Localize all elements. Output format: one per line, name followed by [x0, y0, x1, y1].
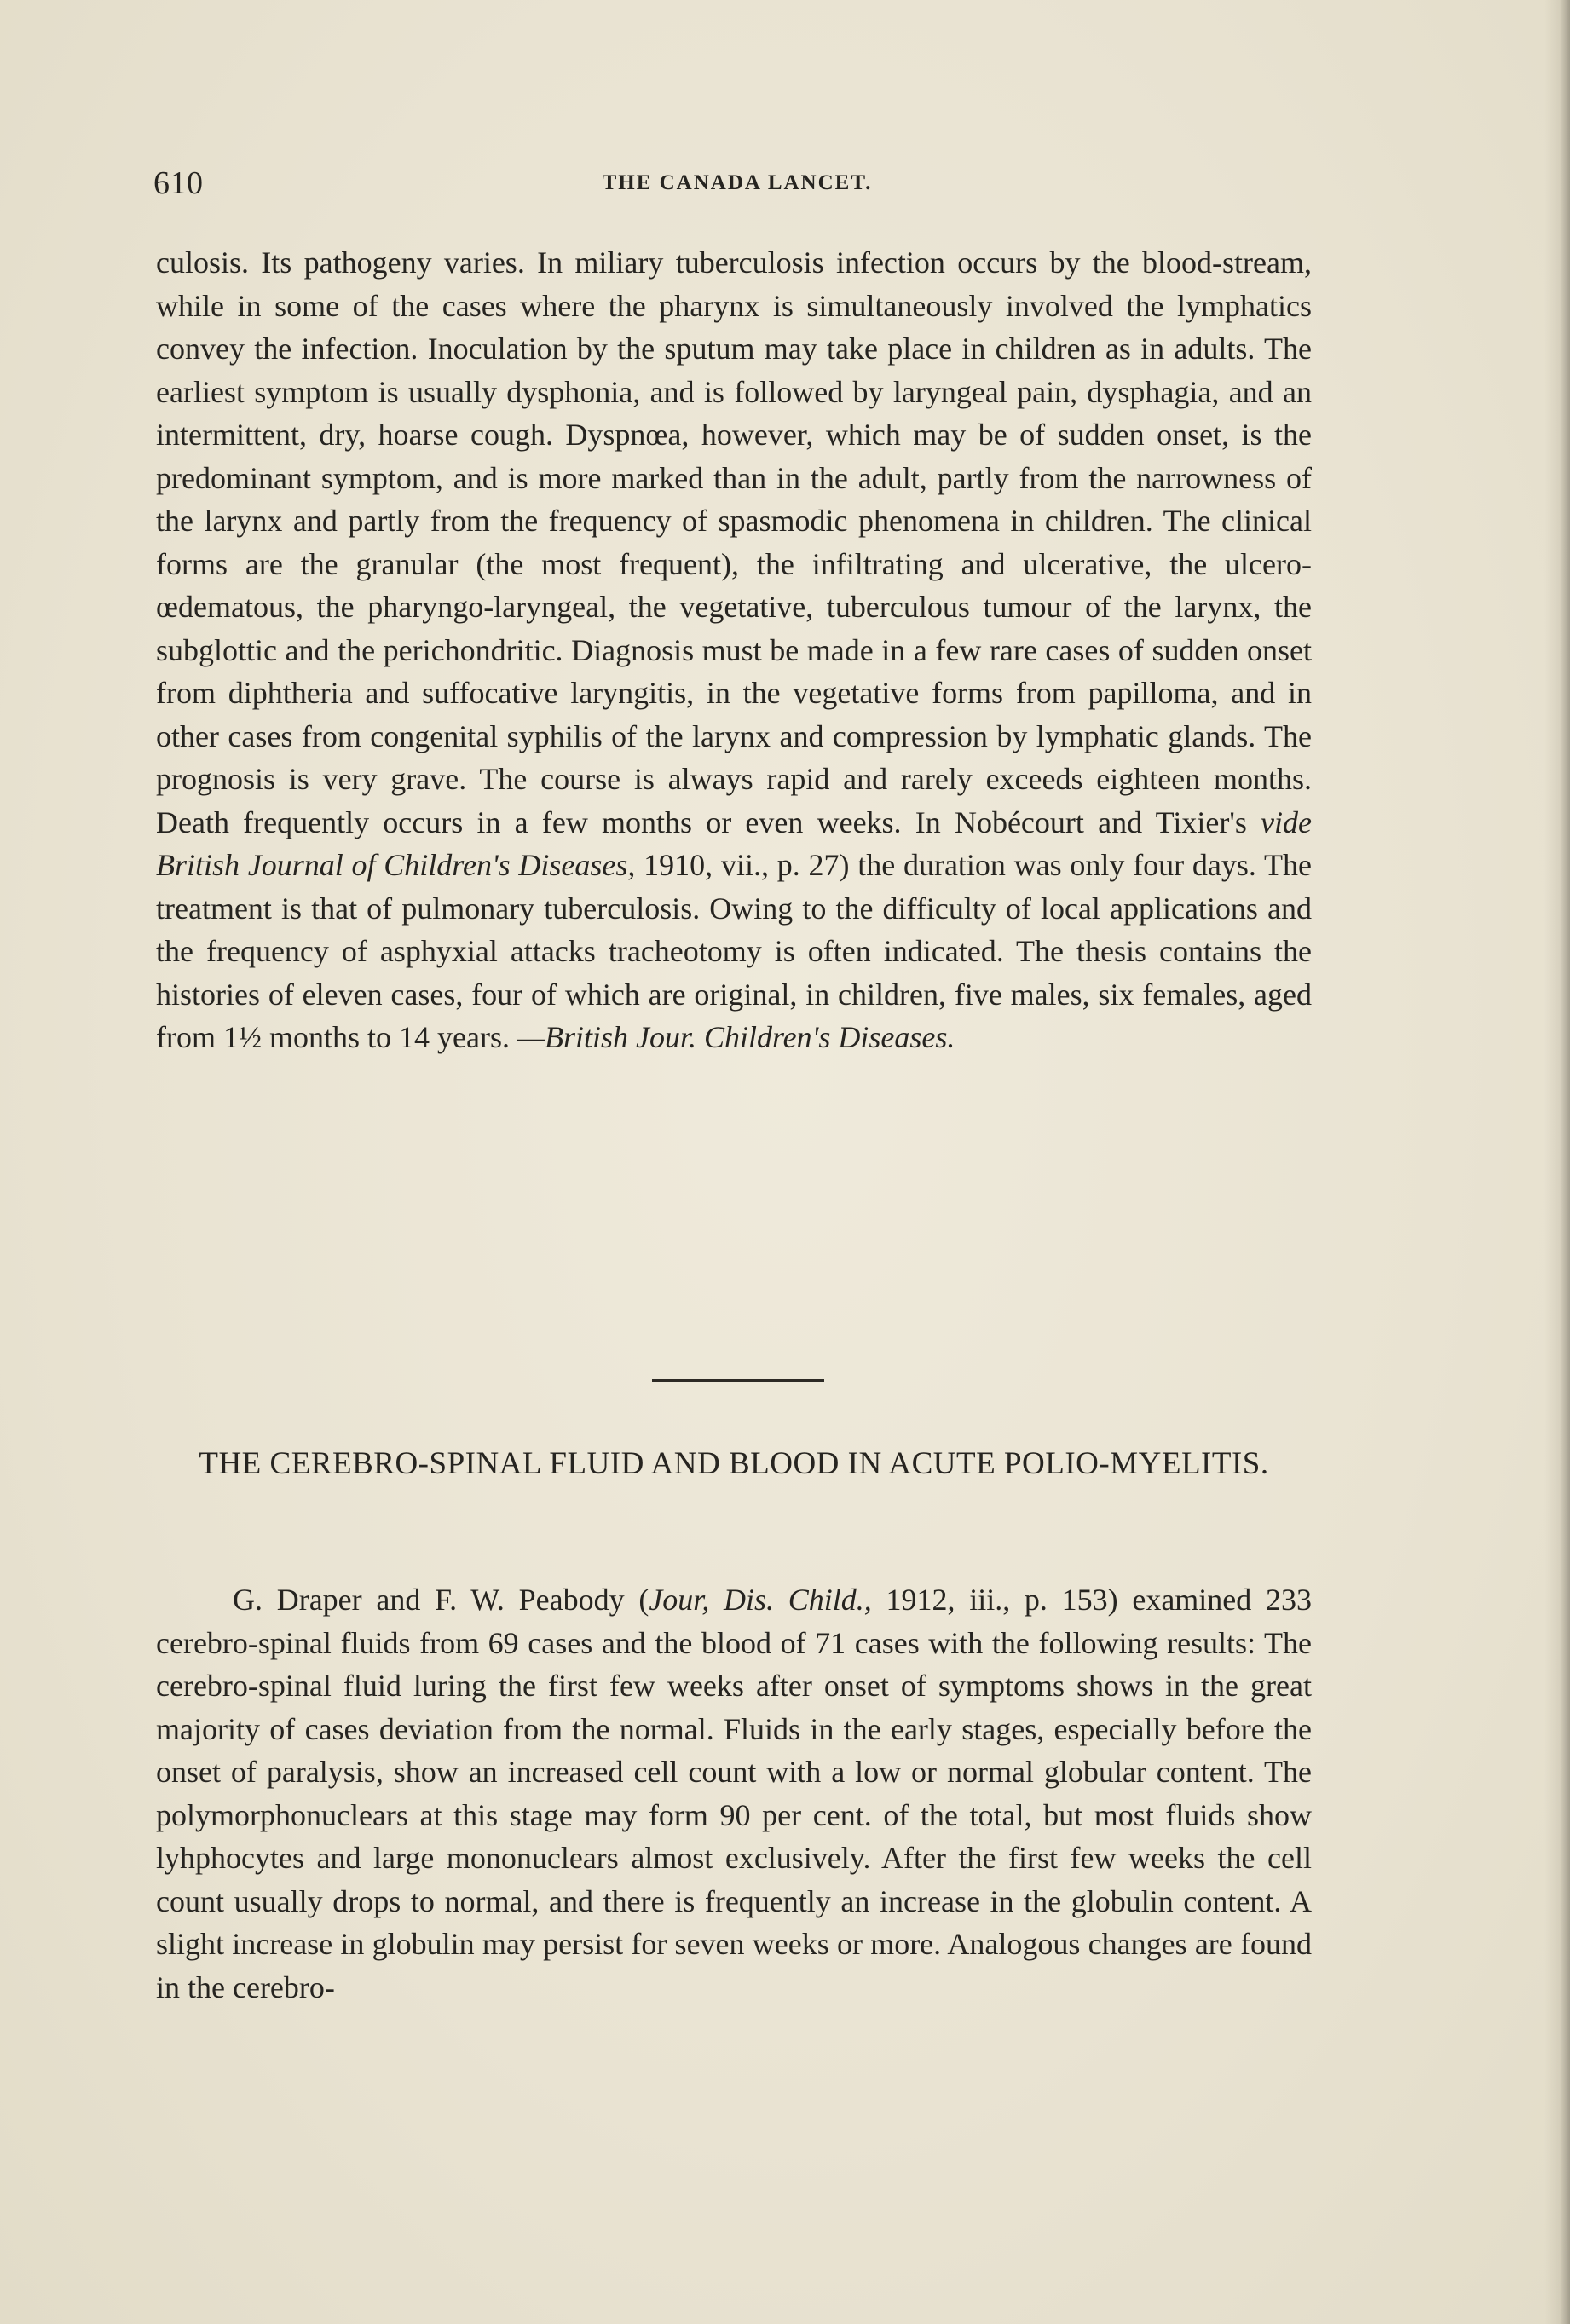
section-divider [652, 1379, 824, 1382]
running-head: THE CANADA LANCET. [602, 171, 873, 194]
article-1-text-part2: 1910, vii., p. 27) the duration was only four days. The treatment is that of pulmonary tuberculosis. Owing to the difficulty of local applications and the frequency of asphyxial attacks tracheotomy is often indicated. The thesis contains the histories of eleven cases, four of which are original, in children, five males, six females, aged from 1½ months to 14 years. [156, 848, 1313, 1054]
article-1-paragraph [156, 241, 1312, 1059]
article-2-text-part2: 1912, iii., p. 153) examined 233 cerebro-spinal fluids from 69 cases and the blood of 71 cases with the following results: The cerebro-spinal fluid luring the first few weeks after onset of symptoms shows in the great majority of cases deviation from the normal. Fluids in the early stages, especially before the onset of paralysis, show an increased cell count with a low or normal globular content. The polymorphonuclears at this stage may form 90 per cent. of the total, but most fluids show lyhphocytes and large mononuclears almost exclusively. After the first few weeks the cell count usually drops to normal, and there is frequently an increase in the globulin content. A slight increase in globulin may persist for seven weeks or more. Analogous changes are found in the cerebro- [156, 1583, 1312, 2004]
article-1-citation: vide British Journal of Children's Diseases, [156, 804, 1312, 882]
article-1-text-part1: culosis. Its pathogeny varies. In miliary tuberculosis infection occurs by the blood-stream, while in some of the cases where the pharynx is simultaneously involved the lymphatics convey the infection. Inoculation by the sputum may take place in children as in adults. The earliest symptom is usually dysphonia, and is followed by laryngeal pain, dysphagia, and an intermittent, dry, hoarse cough. Dyspnœa, however, which may be of sudden onset, is the predominant symptom, and is more marked than in the adult, partly from the narrowness of the larynx and partly from the frequency of spasmodic phenomena in children. The clinical forms are the granular (the most frequent), the infiltrating and ulcerative, the ulcero-œdematous, the pharyngo-laryngeal, the vegetative, tuberculous tumour of the larynx, the subglottic and the perichondritic. Diagnosis must be made in a few rare cases of sudden onset from diphtheria and suffocative laryngitis, in the vegetative forms from papilloma, and in other cases from congenital syphilis of the larynx and compression by lymphatic glands. The prognosis is very grave. The course is always rapid and rarely exceeds eighteen months. Death frequently occurs in a few months or even weeks. In Nobécourt and Tixier's [156, 245, 1312, 839]
article-2-title: THE CEREBRO-SPINAL FLUID AND BLOOD IN ACUTE POLIO-MYELITIS. [199, 1446, 1269, 1481]
article-2-paragraph [156, 1578, 1312, 2009]
article-2-text-part1: G. Draper and F. W. Peabody ( [233, 1583, 649, 1617]
page-header [153, 164, 1321, 207]
article-2-citation: Jour, Dis. Child., [649, 1583, 872, 1617]
page-edge-shadow [1544, 0, 1570, 2324]
article-1-source: —British Jour. Children's Diseases. [517, 1020, 955, 1054]
page-number: 610 [153, 165, 204, 201]
